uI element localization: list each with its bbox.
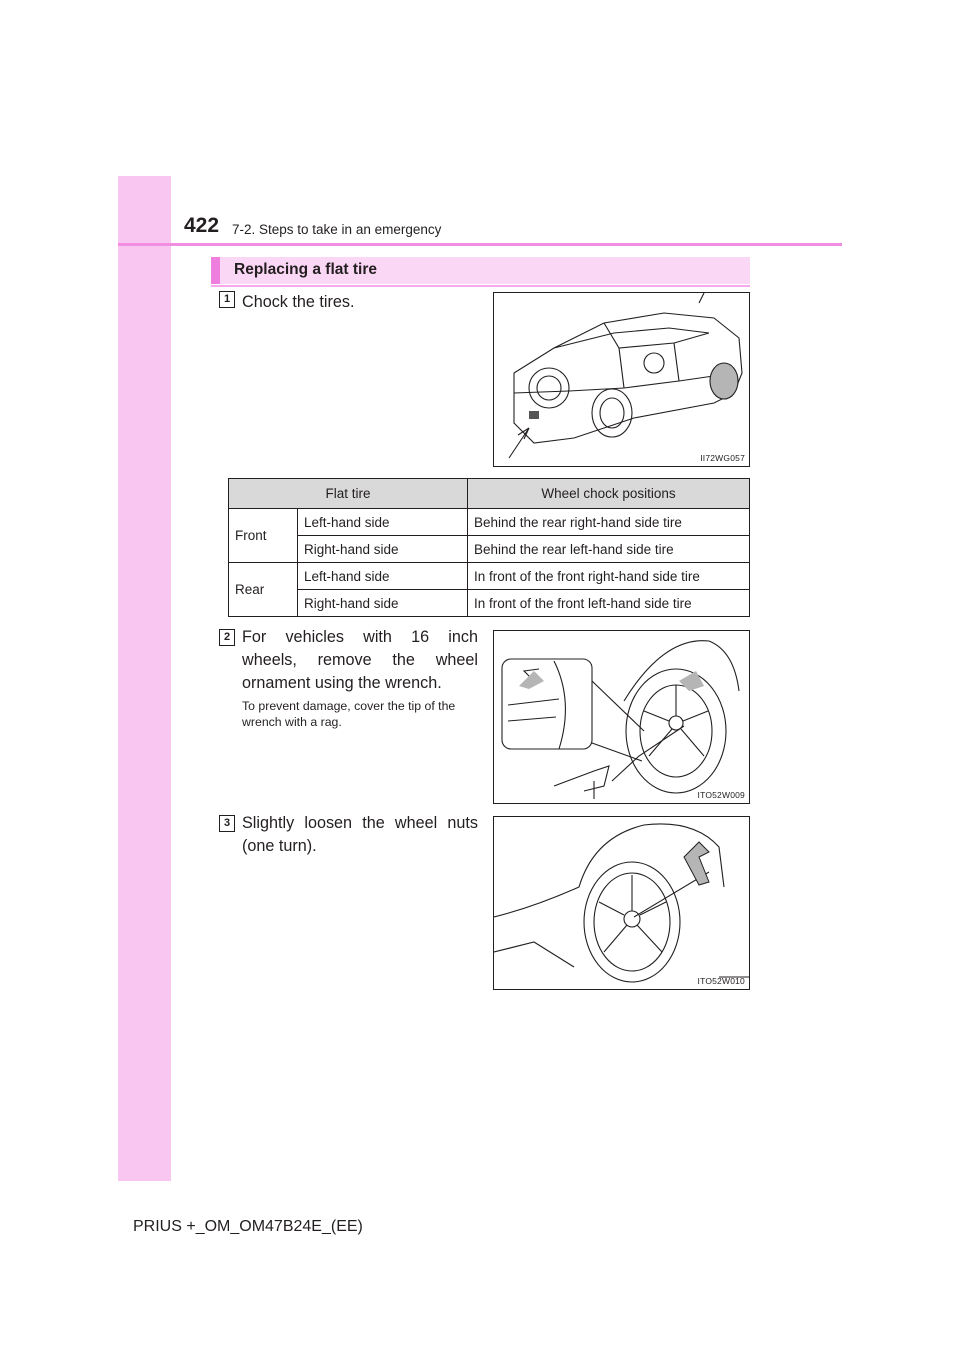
ornament-removal-graphic xyxy=(494,631,750,804)
table-header-row xyxy=(229,479,750,509)
section-heading: 7-2. Steps to take in an emergency xyxy=(232,222,442,237)
wheel-ornament-illustration xyxy=(493,630,750,804)
step-number-1: 1 xyxy=(219,291,235,308)
table-cell-position: In front of the front right-hand side tire xyxy=(467,563,749,590)
wheel-chock-table xyxy=(228,478,750,617)
loosen-nuts-illustration xyxy=(493,816,750,990)
table-row xyxy=(229,509,750,536)
table-cell-side: Right-hand side xyxy=(298,590,468,617)
group-label-rear: Rear xyxy=(229,563,298,617)
loosen-nuts-graphic xyxy=(494,817,750,990)
table-cell-side: Left-hand side xyxy=(298,563,468,590)
figure-code-3: ITO52W010 xyxy=(697,976,745,986)
header-rule xyxy=(118,243,842,246)
group-label-front: Front xyxy=(229,509,298,563)
page-number: 422 xyxy=(184,214,220,237)
car-illustration-graphic xyxy=(494,293,750,467)
table-cell-side: Right-hand side xyxy=(298,536,468,563)
table-cell-position: Behind the rear left-hand side tire xyxy=(467,536,749,563)
step-number-3: 3 xyxy=(219,815,235,832)
table-header-flat-tire: Flat tire xyxy=(229,479,468,509)
step-2-note: To prevent damage, cover the tip of the wrench with a rag. xyxy=(242,699,456,729)
table-cell-side: Left-hand side xyxy=(298,509,468,536)
section-title: Replacing a flat tire xyxy=(234,261,377,278)
table-header-chock-positions: Wheel chock positions xyxy=(467,479,749,509)
step-1-text: Chock the tires. xyxy=(242,293,355,311)
figure-code-1: II72WG057 xyxy=(700,453,745,463)
table-cell-position: Behind the rear right-hand side tire xyxy=(467,509,749,536)
section-title-bar xyxy=(211,257,750,284)
car-chock-illustration xyxy=(493,292,750,467)
side-tab-bar xyxy=(118,176,171,1181)
figure-code-2: ITO52W009 xyxy=(697,790,745,800)
table-row xyxy=(229,590,750,617)
table-row xyxy=(229,536,750,563)
step-2-text: For vehicles with 16 inch wheels, remove the wheel ornament using the wrench. xyxy=(242,628,478,692)
step-number-2: 2 xyxy=(219,629,235,646)
document-footer: PRIUS +_OM_OM47B24E_(EE) xyxy=(133,1218,363,1235)
table-row xyxy=(229,563,750,590)
table-cell-position: In front of the front left-hand side tire xyxy=(467,590,749,617)
step-3-text: Slightly loosen the wheel nuts (one turn). xyxy=(242,814,478,855)
